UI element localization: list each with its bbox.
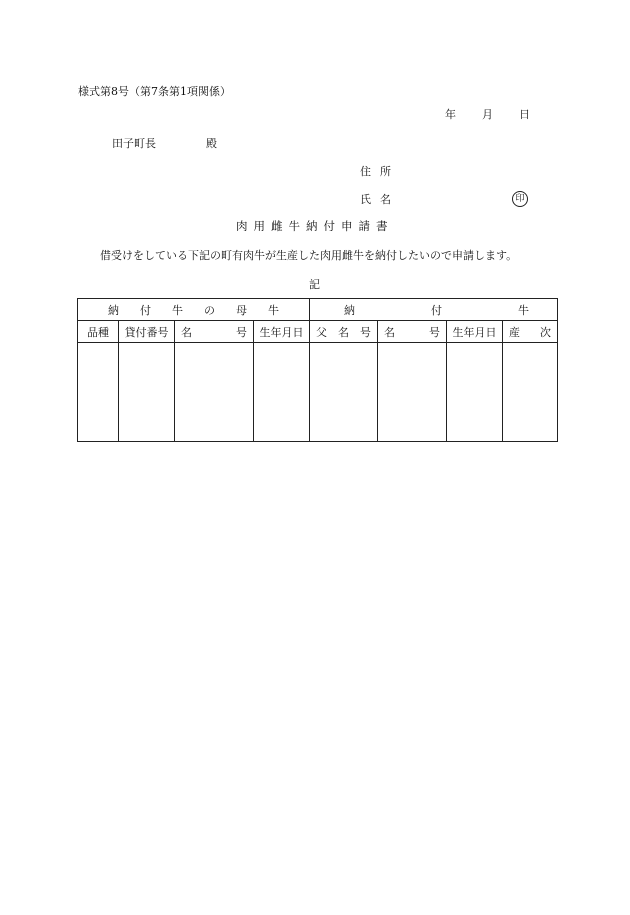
- application-table: [77, 298, 558, 442]
- cell-calf-name[interactable]: [378, 343, 447, 442]
- group-char: 納: [108, 303, 119, 317]
- document-title: 肉用雌牛納付申請書: [236, 219, 394, 233]
- header-mother-name: 名 号: [175, 321, 254, 343]
- body-text: 借受けをしている下記の町有肉牛が生産した肉用雌牛を納付したいので申請します。: [100, 249, 518, 262]
- group-char: 牛: [268, 303, 279, 317]
- header-calf-name: 名 号: [378, 321, 447, 343]
- addressee-name: 田子町長: [112, 137, 156, 150]
- group-char: 付: [140, 303, 151, 317]
- header-mother-birthdate: 生年月日: [254, 321, 310, 343]
- cell-mother-birthdate[interactable]: [254, 343, 310, 442]
- table-entry-row: [78, 343, 558, 442]
- cell-calf-birthdate[interactable]: [447, 343, 503, 442]
- form-number: 様式第8号（第7条第1項関係）: [78, 85, 231, 98]
- date-year: 年: [445, 108, 456, 121]
- cell-sire-name[interactable]: [310, 343, 378, 442]
- addressee-honorific: 殿: [206, 137, 217, 150]
- name-label: 氏名: [360, 193, 400, 206]
- cell-breed[interactable]: [78, 343, 119, 442]
- group-char: 牛: [172, 303, 183, 317]
- date-day: 日: [519, 108, 530, 121]
- date-line: [445, 109, 530, 120]
- header-sire-name: 父 名 号: [310, 321, 378, 343]
- seal-mark-icon: 印: [512, 191, 528, 207]
- ki-heading: 記: [309, 278, 320, 291]
- mother-cow-group-header: [78, 299, 310, 321]
- cell-mother-name[interactable]: [175, 343, 254, 442]
- group-char: 牛: [518, 303, 529, 317]
- group-char: 母: [236, 303, 247, 317]
- group-char: 付: [431, 303, 442, 317]
- group-char: 納: [344, 303, 355, 317]
- cell-loan-number[interactable]: [119, 343, 175, 442]
- table-header-row: [78, 321, 558, 343]
- header-loan-number: 貸付番号: [119, 321, 175, 343]
- table-group-header-row: [78, 299, 558, 321]
- date-month: 月: [482, 108, 493, 121]
- addressee: [112, 137, 217, 150]
- cell-parity[interactable]: [503, 343, 558, 442]
- calf-group-header: [310, 299, 558, 321]
- group-char: の: [204, 303, 215, 317]
- header-breed: 品種: [78, 321, 119, 343]
- header-parity: 産 次: [503, 321, 558, 343]
- header-calf-birthdate: 生年月日: [447, 321, 503, 343]
- address-label: 住所: [360, 165, 400, 178]
